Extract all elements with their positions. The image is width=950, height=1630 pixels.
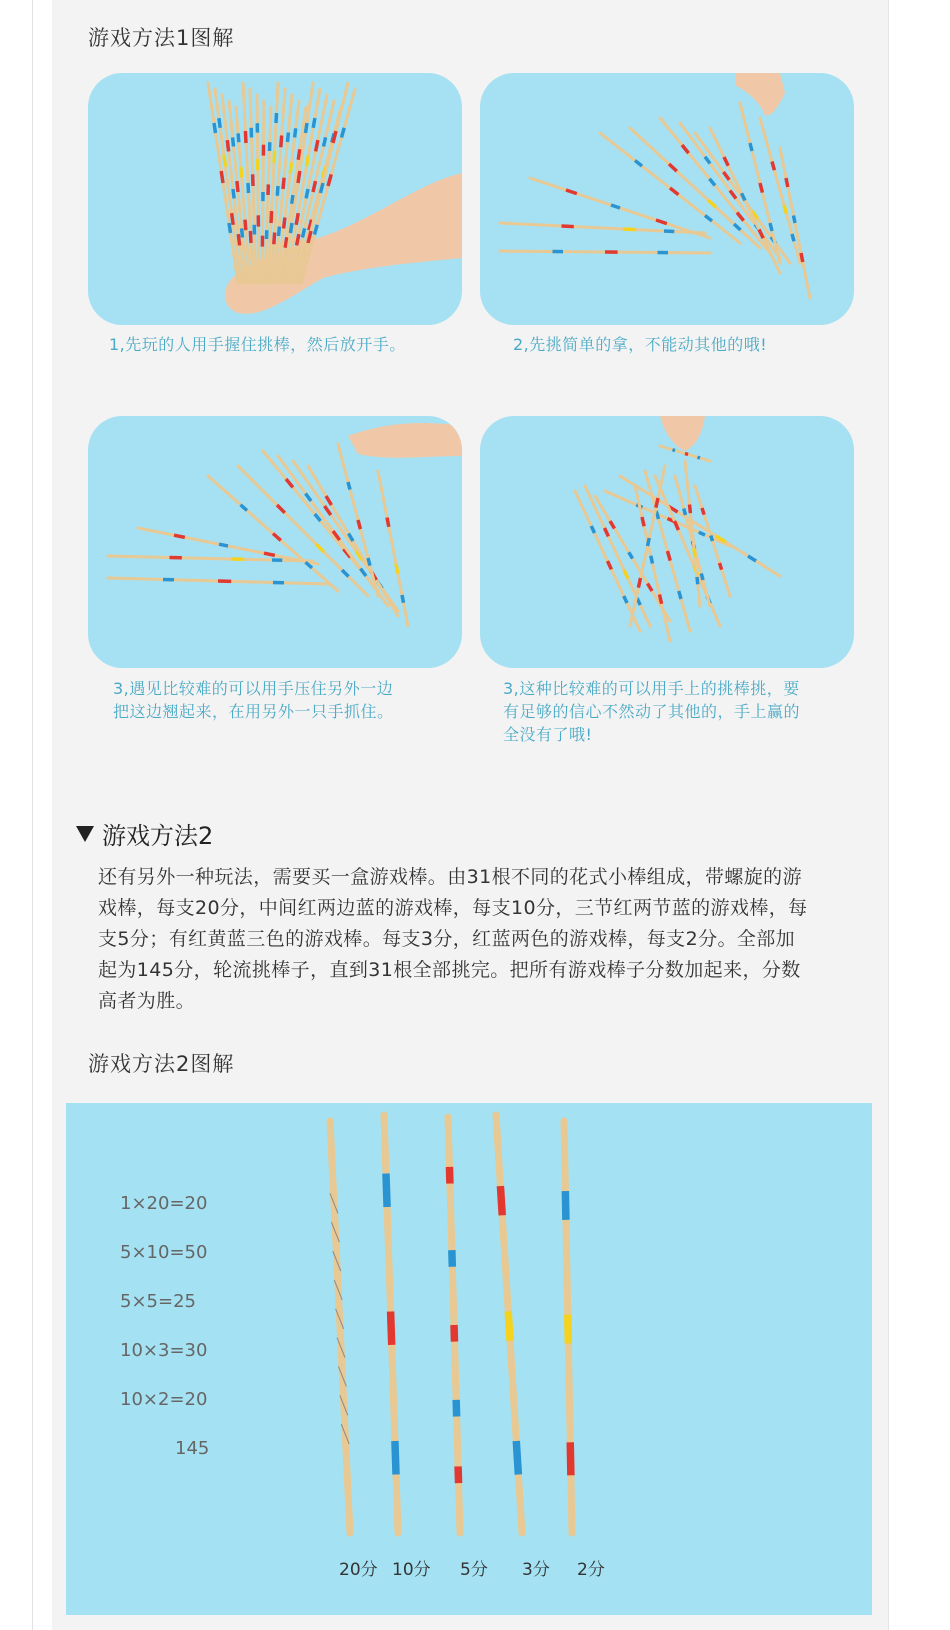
stick-label-20: 20分 xyxy=(339,1560,378,1580)
step-caption-3 xyxy=(113,677,394,723)
caption-line: 有足够的信心不然动了其他的，手上赢的 xyxy=(503,702,801,721)
stick-band xyxy=(221,171,223,183)
paragraph-line: 支5分；有红黄蓝三色的游戏棒。每支3分，红蓝两色的游戏棒，每支2分。全部加 xyxy=(98,928,796,950)
stick-band xyxy=(290,163,291,174)
stick-band xyxy=(245,131,246,143)
stick-band xyxy=(784,205,786,214)
stick-band xyxy=(306,155,308,167)
stick-band xyxy=(624,596,627,603)
stick-band xyxy=(635,161,642,167)
step-caption-2 xyxy=(513,333,767,356)
stick-band xyxy=(277,186,278,196)
stick-band xyxy=(274,233,275,245)
stick-band xyxy=(591,526,594,533)
stick-band xyxy=(772,162,774,171)
stick-band xyxy=(562,226,574,227)
page-right-border xyxy=(888,0,889,1630)
stick-band xyxy=(241,505,248,511)
stick-band xyxy=(233,137,234,146)
stick-band xyxy=(694,548,695,557)
stick-band xyxy=(651,556,653,564)
stick-band xyxy=(720,563,722,570)
stick-band xyxy=(748,556,756,561)
section1-heading: 游戏方法1图解 xyxy=(88,26,235,50)
stick-band xyxy=(642,517,644,526)
stick-band xyxy=(391,1311,392,1344)
stick-band xyxy=(288,133,289,142)
stick-band xyxy=(656,220,667,224)
caption-line: 全没有了哦! xyxy=(503,725,593,744)
stick-band xyxy=(227,140,228,151)
stick-band xyxy=(233,189,234,198)
stick-band xyxy=(396,564,398,573)
step-photo-1 xyxy=(88,73,462,325)
stick xyxy=(330,1121,350,1533)
stick-band xyxy=(387,518,389,527)
stick-band xyxy=(358,520,360,529)
page-left-border xyxy=(32,0,33,1630)
stick-band xyxy=(629,552,633,558)
stick-band xyxy=(238,133,239,142)
step-photo-2 xyxy=(480,73,854,325)
stick-band xyxy=(368,558,370,566)
stick-band xyxy=(669,164,677,171)
stick-band xyxy=(291,223,293,233)
stick-band xyxy=(611,205,620,208)
stick-band xyxy=(684,509,686,516)
stick-band xyxy=(292,195,293,204)
caption-line: 把这边翘起来，在用另外一只手抓住。 xyxy=(113,702,394,721)
stick-band xyxy=(698,457,701,458)
stick-band xyxy=(250,231,251,243)
step-photo-3 xyxy=(88,416,462,668)
stick-band xyxy=(241,167,242,178)
stick-band xyxy=(248,183,249,193)
stick-band xyxy=(679,591,681,599)
stick-band xyxy=(794,216,796,224)
calc-3: 10×3=30 xyxy=(120,1340,208,1361)
stick-band xyxy=(608,561,612,569)
stick-band xyxy=(685,454,688,455)
stick-band xyxy=(214,123,216,133)
stick-band xyxy=(298,149,300,160)
calc-total: 145 xyxy=(175,1438,210,1459)
stick-band xyxy=(277,505,285,513)
stick-band xyxy=(271,211,272,223)
stick-band xyxy=(750,143,752,151)
stick-band xyxy=(786,178,788,187)
stick-band xyxy=(238,234,239,245)
stick-label-2: 2分 xyxy=(577,1560,605,1580)
stick-band xyxy=(286,479,293,487)
stick-band xyxy=(710,179,716,186)
step-photo-4 xyxy=(480,416,854,668)
stick-band xyxy=(670,188,678,195)
stick-band xyxy=(316,140,318,151)
caption-line: 2,先挑简单的拿，不能动其他的哦! xyxy=(513,335,768,354)
stick-band xyxy=(281,136,282,148)
stick-band xyxy=(759,230,763,239)
stick-band xyxy=(273,534,281,541)
stick-band xyxy=(760,183,762,193)
stick-band xyxy=(566,190,577,194)
stick-band xyxy=(219,544,228,546)
stick-label-10: 10分 xyxy=(392,1560,431,1580)
stick-band xyxy=(342,570,349,577)
stick-band xyxy=(276,113,277,123)
stick-band xyxy=(274,151,275,163)
calc-5: 5×5=25 xyxy=(120,1291,196,1312)
stick-band xyxy=(648,538,650,546)
stick-band xyxy=(648,584,653,592)
stick-band xyxy=(623,229,635,230)
stick-band xyxy=(690,505,691,514)
stick-band xyxy=(637,598,640,605)
stick-label-3: 3分 xyxy=(522,1560,550,1580)
stick-band xyxy=(730,191,736,199)
section2-title-text: 游戏方法2 xyxy=(102,822,214,850)
stick-band xyxy=(656,511,658,519)
stick-band xyxy=(306,494,312,502)
stick-band xyxy=(237,181,238,192)
pressing-sticks-illustration xyxy=(88,416,462,668)
stick-band xyxy=(705,216,712,222)
stick-band xyxy=(264,553,275,555)
stick-band xyxy=(315,225,318,235)
paragraph-line: 起为145分，轮流挑棒子，直到31根全部挑完。把所有游戏棒子分数加起来，分数 xyxy=(98,959,801,981)
stick-band xyxy=(285,237,287,248)
picking-stick-illustration xyxy=(480,416,854,668)
stick-band xyxy=(326,496,331,505)
stick-band xyxy=(697,577,698,584)
stick-band xyxy=(801,253,803,262)
stick-band xyxy=(219,118,220,128)
stick-band xyxy=(708,200,716,207)
stick-band xyxy=(624,570,628,578)
stick-band xyxy=(229,223,231,233)
stick-band xyxy=(313,181,316,192)
stick-band xyxy=(361,569,367,577)
calc-2: 10×2=20 xyxy=(120,1389,208,1410)
stick-band xyxy=(565,1191,566,1220)
stick-band xyxy=(638,578,640,588)
stick-band xyxy=(701,574,703,581)
rules-paragraph xyxy=(98,862,888,1017)
paragraph-line: 高者为胜。 xyxy=(98,990,196,1012)
stick-band xyxy=(328,174,331,186)
stick-band xyxy=(279,227,280,236)
stick-band xyxy=(232,213,234,225)
stick-band xyxy=(298,171,300,183)
stick-band xyxy=(174,535,185,537)
stick-band xyxy=(342,128,345,138)
stick-band xyxy=(711,536,713,542)
stick-band xyxy=(242,228,243,237)
stick-band xyxy=(516,1441,518,1474)
stick-band xyxy=(325,506,331,515)
stick-band xyxy=(724,157,728,166)
sticks-fanned-illustration xyxy=(480,73,854,325)
stick-band xyxy=(284,217,285,228)
calc-10: 5×10=50 xyxy=(120,1242,208,1263)
stick-band xyxy=(734,224,741,230)
stick-band xyxy=(792,234,794,241)
stick-band xyxy=(737,213,744,221)
paragraph-line: 还有另外一种玩法，需要买一盒游戏棒。由31根不同的花式小棒组成，带螺旋的游 xyxy=(98,866,802,888)
stick-band xyxy=(306,123,308,133)
stick-label-5: 5分 xyxy=(460,1560,488,1580)
stick-band xyxy=(348,482,350,490)
stick-band xyxy=(568,1315,569,1344)
stick-band xyxy=(224,155,226,167)
stick-band xyxy=(306,189,308,198)
stick-band xyxy=(321,183,324,193)
caption-line: 3,遇见比较难的可以用手压住另外一边 xyxy=(113,679,394,698)
stick-band xyxy=(295,128,296,137)
stick-band xyxy=(313,118,315,128)
caption-line: 1,先玩的人用手握住挑棒，然后放开手。 xyxy=(109,335,406,354)
triangle-down-icon xyxy=(76,826,94,842)
stick-band xyxy=(605,528,609,536)
stick-band xyxy=(283,178,284,189)
stick-band xyxy=(570,1442,571,1475)
stick-band xyxy=(508,1311,510,1340)
stick-band xyxy=(386,1174,387,1207)
stick-band xyxy=(660,595,662,604)
step-caption-1 xyxy=(109,333,406,356)
stick-band xyxy=(668,551,671,561)
calc-20: 1×20=20 xyxy=(120,1193,208,1214)
stick-band xyxy=(610,521,615,529)
stick-band xyxy=(664,231,674,232)
stick-band xyxy=(297,234,299,245)
section3-heading: 游戏方法2图解 xyxy=(88,1052,235,1076)
stick-band xyxy=(724,172,730,180)
stick-band xyxy=(500,1186,502,1215)
stick-band xyxy=(705,157,710,164)
stick-band xyxy=(316,544,324,552)
stick-band xyxy=(402,595,404,603)
caption-line: 3,这种比较难的可以用手上的挑棒挑，要 xyxy=(503,679,800,698)
stick-band xyxy=(702,508,704,515)
section2-title xyxy=(76,816,213,851)
hand-holding-sticks-illustration xyxy=(88,73,462,325)
stick-band xyxy=(682,145,689,153)
stick-band xyxy=(324,137,326,146)
step-caption-4 xyxy=(503,677,800,746)
stick-band xyxy=(770,223,772,231)
stick-band xyxy=(673,450,676,451)
paragraph-line: 戏棒，每支20分，中间红两边蓝的游戏棒，每支10分，三节红两节蓝的游戏棒，每 xyxy=(98,897,808,919)
stick-band xyxy=(296,213,298,225)
stick-band xyxy=(656,498,658,508)
score-illustration xyxy=(66,1103,872,1615)
stick-band xyxy=(245,220,246,231)
stick-band xyxy=(303,228,305,237)
stick-band xyxy=(699,532,705,535)
stick-band xyxy=(395,1441,396,1474)
